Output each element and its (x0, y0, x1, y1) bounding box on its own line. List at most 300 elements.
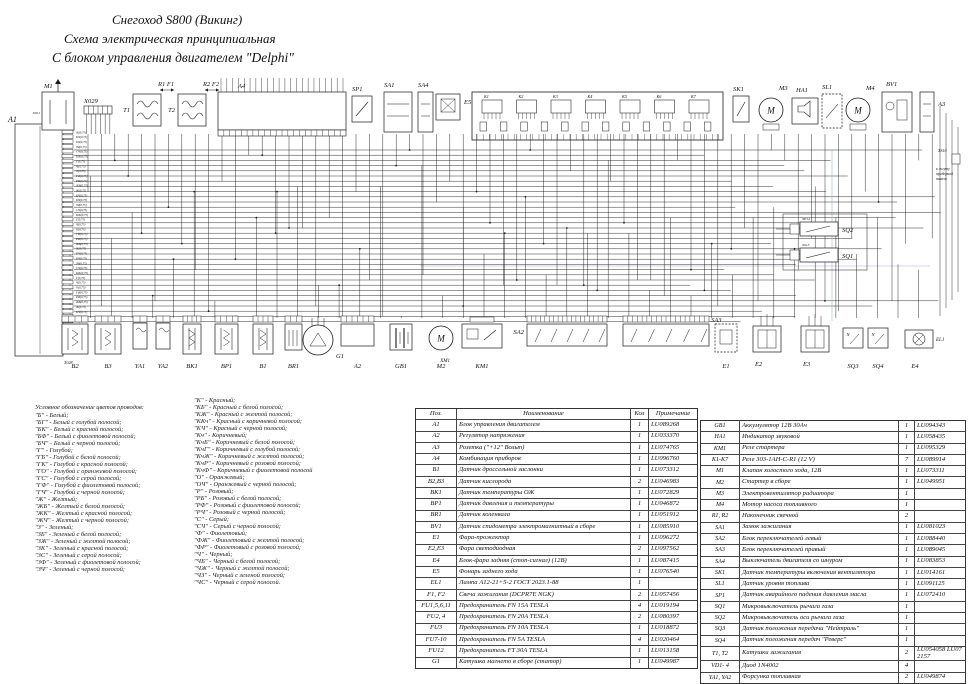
legend-item: "КЖ" - Красный с желтой полосой; (194, 411, 293, 418)
junction-dot (596, 290, 598, 292)
ecu-pin (62, 149, 73, 153)
cell-pos: FU7-10 (416, 635, 457, 645)
component-R1 F1 (157, 81, 174, 92)
table-row (416, 624, 697, 635)
legend-item: "РФ" - Розовый с фиолетовой полосой; (194, 502, 301, 509)
cell-note: LU046983 (651, 477, 680, 485)
cell-name: Микровыключатель рычага газа (740, 602, 899, 612)
cell-qty: 2 (631, 612, 649, 622)
junction-dot (338, 284, 340, 286)
right-harness-note (936, 148, 960, 181)
cell-pos: GB1 (701, 421, 740, 431)
wire-gauge-label: О(0,75) (76, 285, 86, 290)
cell-qty: 1 (899, 489, 915, 499)
component-label: SL1 (822, 84, 833, 91)
junction-dot (181, 243, 183, 245)
legend-item: "ОЧ" - Оранжевый с черной полосой; (194, 481, 297, 488)
component-label: SK1 (733, 86, 744, 93)
table-row (416, 590, 697, 601)
component-label: T1 (123, 107, 130, 114)
connector-label: X021 (32, 111, 40, 115)
fuse (664, 122, 671, 131)
ecu-pin (62, 285, 73, 289)
wire-gauge-label: ГФ(0,75) (76, 232, 88, 237)
wire-gauge-label: КЖ(0,75) (76, 154, 88, 159)
legend-item: "ГО" - Голубой с оранжевой полосой; (35, 468, 137, 475)
component-label: E3 (803, 361, 811, 368)
legend-item: "Г" - Голубой; (35, 447, 73, 454)
legend-item: "БК" - Белый с красной полосой; (35, 426, 124, 433)
title-line-1: Снегоход S800 (Викинг) (112, 12, 243, 27)
junction-dot (168, 206, 170, 208)
component-outline (156, 323, 170, 349)
cell-note: LU097562 (651, 545, 680, 553)
table-row (416, 567, 697, 578)
table-row (701, 455, 965, 466)
cell-note: LU083853 (917, 557, 946, 565)
cell-name: Клапан холостого хода, 12В (740, 466, 899, 476)
legend-item: "Р" - Розовый; (194, 488, 234, 495)
component-label: B2 (71, 363, 79, 370)
table-row (416, 477, 697, 488)
cell-qty: 7 (899, 455, 915, 465)
cell-name: Катушка магнето в сборе (статор) (457, 658, 631, 668)
component-outline (218, 92, 346, 130)
ecu-pin (62, 256, 73, 260)
component-A4 (218, 78, 346, 136)
junction-dot (543, 243, 545, 245)
cell-qty: 1 (631, 454, 649, 464)
cell-name: Индикатор звуковой (740, 432, 899, 442)
cell-name: Блок переключателей правый (740, 545, 899, 555)
legend-item: "ЗК" - Зеленый с красной полосой; (35, 545, 129, 552)
cell-pos: SQ4 (701, 636, 740, 646)
cell-note: LU073311 (917, 466, 945, 474)
motor-letter: M (767, 105, 775, 116)
legend-item: "ЖЧ" - Желтый с черной полосой; (35, 517, 129, 524)
cell-qty: 1 (899, 466, 915, 476)
junction-dot (476, 191, 478, 193)
component-outline (178, 94, 206, 126)
wire-gauge-label: РФ(0,75) (76, 178, 88, 183)
cell-qty: 4 (631, 635, 649, 645)
junction-dot (878, 201, 880, 203)
junction-dot (114, 160, 116, 162)
cell-note: LU049951 (917, 478, 946, 486)
component-outline (792, 98, 818, 124)
component-outline (183, 324, 201, 354)
cell-note: LU018872 (651, 624, 680, 632)
component-outline (133, 94, 161, 126)
junction-dot (395, 165, 397, 167)
cell-name: Датчик положения передач "Реверс" (740, 636, 899, 646)
table-row (701, 444, 965, 455)
fuse (623, 122, 630, 131)
ecu-pin (62, 169, 73, 173)
cell-note: LU095329 (917, 444, 946, 452)
component-label: A3 (938, 101, 946, 108)
cell-qty: 1 (899, 624, 915, 634)
cell-qty: 1 (899, 545, 915, 555)
title-line-2: Схема электрическая принципиальная (64, 31, 276, 46)
ecu-pin (62, 212, 73, 216)
cell-name: Свеча зажигания (DCPR7E NGK) (457, 590, 631, 600)
junction-dot (173, 258, 175, 260)
ecu-pin (62, 276, 73, 280)
cell-pos: KM1 (701, 444, 740, 454)
cell-pos: A3 (416, 443, 457, 453)
component-label: HA1 (796, 87, 808, 94)
table-row (701, 545, 965, 556)
table-row (701, 421, 965, 432)
relay-K6 (655, 100, 675, 113)
cell-qty: 1 (631, 567, 649, 577)
component-M4 (846, 85, 875, 130)
ecu-pin (62, 174, 73, 178)
table-row (416, 488, 697, 499)
ecu-pin (62, 309, 73, 313)
component-label: SQ1 (842, 253, 854, 260)
component-outline (62, 324, 88, 354)
relay-label: K4 (587, 94, 593, 99)
cell-note (915, 624, 965, 634)
junction-dot (276, 191, 278, 193)
legend-item: "З" - Зеленый; (35, 524, 74, 531)
component-outline (436, 94, 460, 120)
fuse (562, 122, 569, 131)
junction-dot (824, 300, 826, 302)
note-line: к жгуту (936, 167, 950, 171)
fuse (643, 122, 650, 131)
cell-qty: 1 (899, 534, 915, 544)
col-header-qty: Кол (631, 409, 649, 419)
cell-pos: FU1,5,6,11 (416, 601, 457, 611)
legend-item: "К" - Красный; (194, 397, 236, 404)
wire-gauge-label: КЖ(0,75) (76, 212, 88, 217)
cell-name: Предохранитель FN 20A TESLA (457, 612, 631, 622)
wire-gauge-label: ЗЧ(0,75) (76, 261, 87, 266)
relay-K5 (620, 100, 640, 113)
table-row (701, 523, 965, 534)
wire-color-legend-col2 (194, 397, 312, 586)
cell-qty: 1 (631, 522, 649, 532)
cell-note: LU072410 (917, 591, 946, 599)
component-label: SA4 (418, 82, 429, 89)
legend-item: "Ф" - Фиолетовый; (194, 530, 248, 537)
cell-pos: SK1 (701, 568, 740, 578)
cell-note: LU014161 (917, 568, 946, 576)
cell-note: LU049987 (651, 658, 680, 666)
cell-pos: SA1 (701, 523, 740, 533)
cell-pos: E4 (416, 556, 457, 566)
cell-pos: VD1- 4 (701, 661, 740, 671)
component-YA1 (133, 316, 147, 370)
cell-note: LU087415 (651, 556, 680, 564)
junction-dot (516, 279, 518, 281)
wire-gauge-label: КЧ(0,75) (76, 251, 88, 256)
component-label: R2 F2 (203, 81, 220, 88)
table-row (701, 489, 965, 500)
component-SQ3 (843, 328, 863, 370)
junction-dot (255, 217, 257, 219)
components-table-1 (415, 408, 698, 669)
component-SK1 (733, 86, 749, 122)
cell-name: Диод 1N4002 (740, 661, 899, 671)
cell-pos: BP1 (416, 499, 457, 509)
cell-qty: 1 (631, 432, 649, 442)
component-SA4 (418, 82, 433, 132)
cell-name: Выключатель двигателя со шнуром (740, 557, 899, 567)
component-label: A4 (238, 83, 246, 90)
table-row (701, 624, 965, 635)
component-label: E4 (911, 363, 919, 370)
cell-qty: 4 (631, 601, 649, 611)
title-line-3: С блоком управления двигателем "Delphi" (52, 50, 294, 65)
cell-note (915, 636, 965, 646)
ecu-pin (62, 246, 73, 250)
component-outline (868, 328, 888, 348)
component-outline (527, 324, 607, 346)
component-label: SQ2 (842, 227, 854, 234)
fuse (500, 122, 507, 131)
cell-pos: HA1 (701, 432, 740, 442)
relay-K1 (482, 100, 502, 113)
legend-item: "Б" - Белый; (35, 412, 69, 419)
table-row (416, 465, 697, 476)
component-E5 (436, 94, 472, 120)
component-label: BP1 (220, 363, 233, 370)
ecu-pin (62, 227, 73, 231)
table-row (701, 500, 965, 511)
wire-gauge-label: Ж(0,75) (76, 304, 86, 309)
ecu-pin (62, 183, 73, 187)
legend-item: "ЗЧ" - Зеленый с черной полосой; (35, 566, 126, 573)
cell-note (915, 613, 965, 623)
cell-pos: E1 (416, 533, 457, 543)
cell-pos: FU3 (416, 624, 457, 634)
cell-name: Датчик температуры ОЖ (457, 488, 631, 498)
table-row (416, 432, 697, 443)
cell-qty: 1 (631, 624, 649, 634)
table-row (701, 432, 965, 443)
cell-name: Катушки зажигания (740, 647, 899, 660)
relay-label: K3 (553, 94, 558, 99)
connector-label: XS13 (802, 243, 810, 247)
component-E4 (905, 330, 944, 370)
junction-dot (704, 290, 706, 292)
table-row (701, 673, 965, 683)
cell-name: Комбинация приборов (457, 454, 631, 464)
ecu-pin (62, 222, 73, 226)
legend-item: "КчБ" - Коричневый с белой полосой; (194, 439, 295, 446)
cell-qty: 1 (899, 421, 915, 431)
component-label: M4 (866, 85, 875, 92)
relay-label: K7 (691, 94, 696, 99)
component-BV1 (882, 81, 912, 132)
component-label: A2 (353, 363, 362, 370)
switch-letter: N (846, 332, 850, 337)
relay-K3 (551, 100, 571, 113)
table-row (701, 466, 965, 477)
table-row (416, 556, 697, 567)
drawing-title (52, 10, 294, 67)
col-header-note: Примечание (655, 409, 691, 417)
cell-pos: B2,B3 (416, 477, 457, 487)
table-row (416, 646, 697, 657)
table-row (701, 534, 965, 545)
legend-item: "КчЖ" - Коричневый с желтой полосой; (194, 453, 305, 460)
ecu-pin (62, 251, 73, 255)
wire-gauge-label: ЖБ(0,75) (76, 183, 88, 188)
cell-qty: 1 (899, 557, 915, 567)
cell-name: Фонарь заднего хода (457, 567, 631, 577)
legend-item: "ЗЖ" - Зеленый с желтой полосой; (35, 538, 131, 545)
cell-name: Датчик дроссельной заслонки (457, 465, 631, 475)
ecu-pin (62, 232, 73, 236)
table-row (701, 647, 965, 661)
note-line: приборной (936, 172, 954, 176)
cell-note: LU049874 (917, 673, 946, 681)
table-row (701, 590, 965, 601)
wire-color-legend-col1 (35, 404, 144, 573)
legend-item: "ЗФ" - Зеленый с фиолетовой полосой; (35, 559, 141, 566)
wire-gauge-label: Ж(0,75) (76, 246, 86, 251)
arrow (55, 79, 61, 84)
component-outline (623, 324, 709, 346)
cell-pos: R1, R2 (701, 511, 740, 521)
table-row (416, 635, 697, 646)
legend-item: "ЧЗ" - Черный с зеленой полосой; (194, 572, 286, 579)
ecu-pin (62, 154, 73, 158)
junction-dot (208, 310, 210, 312)
cell-pos: M4 (701, 500, 740, 510)
table-row (416, 533, 697, 544)
component-label: SA3 (711, 317, 722, 324)
component-label: M2 (436, 363, 446, 370)
component-BK1 (183, 316, 201, 370)
component-SA1 (384, 82, 412, 132)
component-label: YA2 (157, 363, 169, 370)
cell-name: Датчик уровня топлива (740, 579, 899, 589)
cell-pos: SQ1 (701, 602, 740, 612)
relay-K4 (586, 100, 606, 113)
wire-gauge-label: ГФ(0,75) (76, 173, 88, 178)
wire-gauge-label: О(0,75) (76, 169, 86, 174)
component-label: SA1 (384, 82, 395, 89)
component-label: BV1 (886, 81, 898, 88)
table-row (416, 612, 697, 623)
junction-dot (711, 243, 713, 245)
cell-note: LU080397 (651, 613, 680, 621)
table-row (701, 557, 965, 568)
cell-name: Блок-фара задняя (стоп-сигнал) (12В) (457, 556, 631, 566)
component-label: M3 (779, 85, 788, 92)
component-A2 (341, 316, 374, 370)
junction-dot (261, 154, 263, 156)
relay-label: K5 (622, 94, 627, 99)
cell-name: Датчик коленвала (457, 511, 631, 521)
cell-pos: BK1 (416, 488, 457, 498)
junction-dot (152, 295, 154, 297)
legend-item: "ЧС" - Черный с серой полосой. (194, 579, 281, 586)
component-outline (843, 328, 863, 348)
cell-note: LU074765 (651, 443, 680, 451)
wire-gauge-label: СЧ(0,75) (76, 266, 88, 271)
legend-item: "ЗС" - Зеленый с серой полосой; (35, 552, 122, 559)
ecu-pin (62, 159, 73, 163)
component-label: SP1 (352, 86, 363, 93)
cell-pos: M1 (701, 466, 740, 476)
cell-qty: 2 (631, 477, 649, 487)
cell-note: LU096272 (651, 534, 680, 542)
legend-item: "ККч" - Красный с коричневой полосой; (194, 418, 302, 425)
cell-qty: 2 (631, 590, 649, 600)
table-row (416, 420, 697, 431)
cell-pos: A2 (416, 432, 457, 442)
wire-gauge-label: Г(0,75) (76, 275, 85, 280)
legend-item: "РБ" - Розовый с белой полосой; (194, 495, 282, 502)
cell-name: Микровыключатель оси рычага газа (740, 613, 899, 623)
table-row (701, 602, 965, 613)
cell-pos: SL1 (701, 579, 740, 589)
component-T1 (123, 94, 161, 126)
wire-gauge-label: КЧ(0,75) (76, 309, 88, 314)
ecu-pin (62, 237, 73, 241)
cell-qty: 1 (631, 499, 649, 509)
cell-note: LU058435 (917, 433, 946, 441)
junction-dot (489, 222, 491, 224)
cell-qty: 1 (631, 443, 649, 453)
component-outline (42, 92, 74, 130)
cell-qty: 1 (899, 602, 915, 612)
cell-qty: 1 (899, 500, 915, 510)
cell-pos: B1 (416, 465, 457, 475)
component-outline (390, 324, 412, 350)
cell-pos: M2 (701, 477, 740, 487)
cell-pos: SQ2 (701, 613, 740, 623)
component-outline (418, 92, 433, 132)
cell-qty: 1 (899, 579, 915, 589)
component-G1 (303, 316, 344, 360)
legend-item: "Ч" - Черный; (194, 551, 233, 558)
table1-header-row (416, 409, 697, 420)
cell-name: Датчик давления и температуры (457, 499, 631, 509)
component-K (472, 92, 723, 140)
cell-pos: YA1, YA2 (701, 673, 740, 683)
components-table-2 (700, 420, 966, 684)
legend-item: "Ж" - Желтый; (35, 496, 78, 503)
cell-note: LU013158 (651, 647, 680, 655)
table-row (701, 511, 965, 522)
cell-name: Розетка ("+12" Вольт) (457, 443, 631, 453)
wire-gauge-label: Ч(0,75) (76, 222, 86, 227)
junction-dot (235, 258, 237, 260)
relay-K7 (689, 100, 709, 113)
component-A3 (920, 92, 946, 132)
legend-item: "ЖБ" - Желтый с белой полосой; (35, 503, 126, 510)
schematic-svg (0, 66, 970, 402)
cell-pos: BV1 (416, 522, 457, 532)
component-E1 (715, 324, 737, 370)
wire-gauge-label: СЧ(0,75) (76, 207, 88, 212)
ecu-pin (62, 305, 73, 309)
cell-note: LU096760 (651, 454, 680, 462)
cell-qty: 1 (899, 636, 915, 646)
component-label: GB1 (395, 363, 407, 370)
wire-gauge-label: О(0,75) (76, 227, 86, 232)
relay-label: K6 (656, 94, 662, 99)
table-row (701, 568, 965, 579)
